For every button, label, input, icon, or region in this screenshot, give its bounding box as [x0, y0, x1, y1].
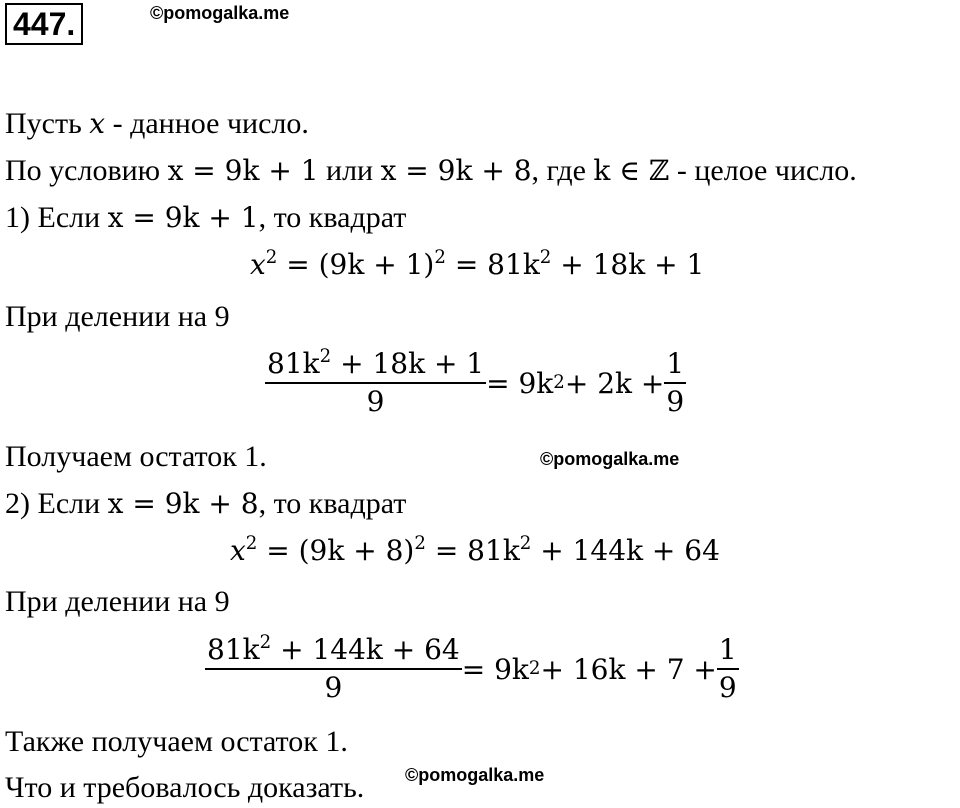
- line-division-1: При делении на 9: [5, 300, 230, 333]
- fraction-equation-2: $\frac{81k^2 + 144k + 64}{9}$ = 9k 2 + 16k + 7 + $\frac{1}{9}$: [207, 632, 737, 704]
- line-remainder-2: Также получаем остаток 1.: [5, 725, 348, 758]
- equation-square-1: [250, 245, 704, 285]
- eq2-tail: + 144k + 64: [531, 534, 720, 567]
- fraction-2: [205, 632, 462, 706]
- cond-text-d: - целое число.: [669, 154, 857, 187]
- eq1-exp-3: 2: [539, 247, 552, 269]
- cond-text-a: По условию: [5, 154, 168, 187]
- eq1-lhs: x: [250, 248, 266, 281]
- small-fraction-2: [717, 632, 739, 706]
- case2-text-a: 2) Если: [5, 487, 108, 520]
- f1-mid-b: + 2k +: [564, 366, 665, 400]
- case1-text-a: 1) Если: [5, 201, 108, 234]
- cond-math-1: x = 9k + 1: [167, 154, 319, 187]
- small-fraction-2-denominator: 9: [717, 668, 739, 706]
- small-fraction-1: [664, 346, 686, 420]
- intro-var: x: [89, 107, 106, 140]
- equation-square-2: [230, 531, 720, 571]
- eq1-eq: = 81k: [445, 248, 540, 281]
- f1-num-a: 81k: [267, 347, 320, 380]
- line-case-1: [5, 198, 406, 238]
- eq1-rest: = (9k + 1): [277, 248, 435, 281]
- f1-num-b: + 18k + 1: [331, 347, 485, 380]
- cond-text-b: или: [318, 154, 381, 187]
- f2-num-b: + 144k + 64: [271, 633, 460, 666]
- watermark-middle: ©pomogalka.me: [540, 449, 680, 469]
- eq2-exp-2: 2: [414, 533, 426, 555]
- line-conclusion: Что и требовалось доказать.: [5, 771, 365, 804]
- intro-text-a: Пусть: [5, 107, 90, 140]
- f1-mid-a: = 9k: [486, 366, 554, 400]
- eq1-exp-1: 2: [265, 247, 278, 269]
- line-case-2: [5, 484, 406, 524]
- eq2-exp-1: 2: [245, 533, 258, 555]
- case1-text-b: , то квадрат: [258, 201, 407, 234]
- eq2-eq: = 81k: [425, 534, 520, 567]
- case2-text-b: , то квадрат: [258, 487, 407, 520]
- watermark-top: ©pomogalka.me: [150, 3, 290, 23]
- intro-text-b: - данное число.: [105, 107, 309, 140]
- line-intro: [5, 104, 309, 144]
- fraction-1-numerator: [265, 346, 486, 382]
- small-fraction-1-denominator: 9: [664, 382, 686, 420]
- case1-math: x = 9k + 1: [107, 201, 259, 234]
- f1-num-exp: 2: [319, 346, 332, 368]
- cond-text-c: , где: [531, 154, 594, 187]
- cond-math-2: x = 9k + 8: [380, 154, 532, 187]
- line-division-2: При делении на 9: [5, 585, 230, 618]
- f2-num-exp: 2: [259, 632, 272, 654]
- small-fraction-1-numerator: 1: [666, 347, 685, 380]
- fraction-2-denominator: 9: [205, 668, 462, 706]
- fraction-equation-1: $\frac{81k^2 + 18k + 1}{9}$ = 9k 2 + 2k + $\frac{1}{9}$: [267, 346, 685, 418]
- eq2-rest: = (9k + 8): [257, 534, 415, 567]
- fraction-1: [265, 346, 486, 420]
- fraction-2-numerator: [205, 632, 462, 668]
- watermark-bottom: ©pomogalka.me: [405, 765, 545, 785]
- f2-num-a: 81k: [207, 633, 260, 666]
- cond-math-3: k ∈ ℤ: [593, 154, 670, 187]
- line-remainder-1: Получаем остаток 1.: [5, 440, 267, 473]
- fraction-1-denominator: 9: [265, 382, 486, 420]
- line-condition: [5, 151, 857, 191]
- eq2-exp-3: 2: [519, 533, 532, 555]
- case2-math: x = 9k + 8: [107, 487, 259, 520]
- eq2-lhs: x: [230, 534, 246, 567]
- eq1-exp-2: 2: [434, 247, 446, 269]
- problem-number: 447.: [5, 3, 83, 45]
- f2-mid-b: + 16k + 7 +: [540, 652, 717, 686]
- small-fraction-2-numerator: 1: [718, 633, 737, 666]
- eq1-tail: + 18k + 1: [551, 248, 705, 281]
- f2-mid-a: = 9k: [461, 652, 529, 686]
